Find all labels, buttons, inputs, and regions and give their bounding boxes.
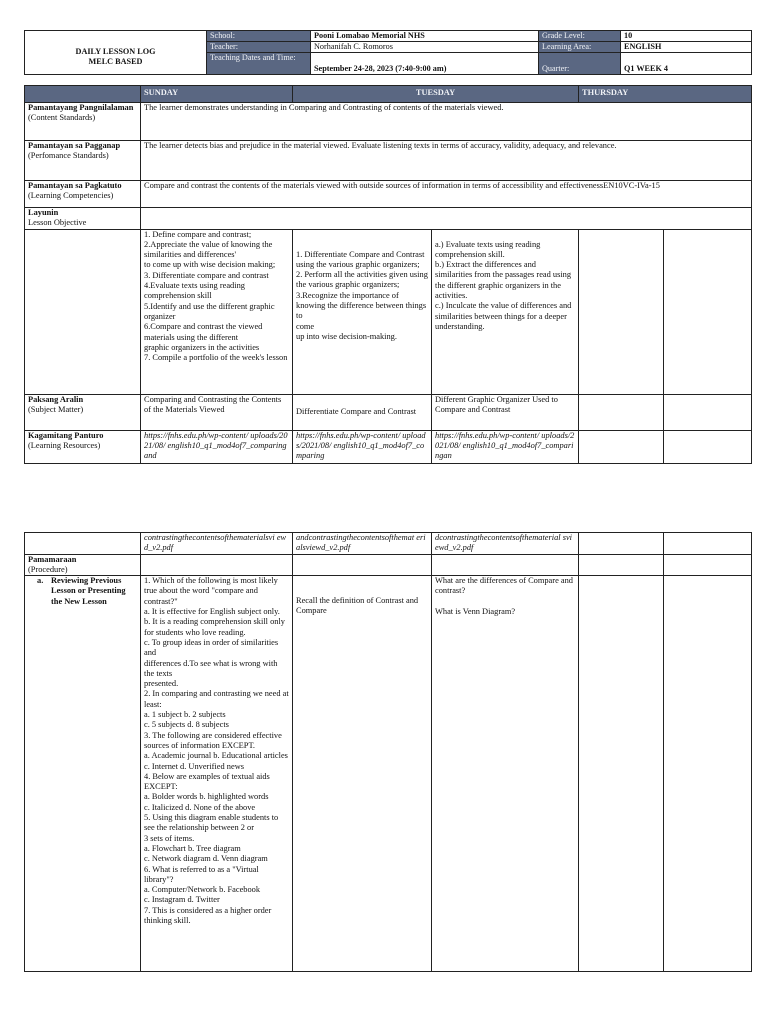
competencies-label <box>25 181 141 208</box>
resources-extra-2 <box>664 430 752 463</box>
resources-sub: (Learning Resources) <box>28 440 101 450</box>
objective-blank <box>25 229 141 394</box>
objective-label <box>25 208 141 230</box>
objective-thursday: a.) Evaluate texts using reading comprehension skill. b.) Extract the differences and similarities from the passages read using the different graphic organizers in the activities. c.) Inculcate the value of differences and similarities between things for a deeper understanding. <box>432 229 579 394</box>
subject-matter-label <box>25 394 141 430</box>
objective-sunday: 1. Define compare and contrast; 2.Appreciate the value of knowing the similarities and differences' to come up with wise decision making; 3. Differentiate compare and contrast 4.Evaluate texts using reading comprehension skill 5.Identify and use the different graphic organizer 6.Compare and contrast the viewed materials using the different graphic organizers in the activities 7. Compile a portfolio of the week's lesson <box>141 229 293 394</box>
teacher-label: Teacher: <box>207 42 311 53</box>
resources-cont-blank <box>25 533 141 555</box>
objective-header-blank <box>141 208 752 230</box>
subject-matter-extra-2 <box>664 394 752 430</box>
resources-thursday-link[interactable]: https://fnhs.edu.ph/wp-content/ uploads/2021/08/ english10_q1_mod4of7_comparingan <box>432 430 579 463</box>
subject-matter-title: Paksang Aralin <box>28 394 84 404</box>
dates-value: September 24-28, 2023 (7:40-9:00 am) <box>311 53 539 75</box>
log-title <box>25 31 207 75</box>
resources-cont-extra-2 <box>664 533 752 555</box>
area-label: Learning Area: <box>539 42 621 53</box>
header-table <box>24 30 752 75</box>
procedure-tuesday <box>293 554 432 576</box>
resources-cont-extra-1 <box>579 533 664 555</box>
objective-extra-1 <box>579 229 664 394</box>
dates-label: Teaching Dates and Time: <box>207 53 311 75</box>
reviewing-tuesday: Recall the definition of Contrast and Compare <box>293 576 432 972</box>
resources-sunday-link[interactable]: https://fnhs.edu.ph/wp-content/ uploads/2021/08/ english10_q1_mod4of7_comparingand <box>141 430 293 463</box>
procedure-sunday <box>141 554 293 576</box>
school-label: School: <box>207 31 311 42</box>
resources-sunday-link-cont[interactable]: contrastingthecontentsofthematerialsvi ewd_v2.pdf <box>141 533 293 555</box>
grade-label: Grade Level: <box>539 31 621 42</box>
objective-title: Layunin <box>28 208 59 217</box>
performance-standards-sub: (Perfomance Standards) <box>28 151 109 161</box>
area-value: ENGLISH <box>621 42 752 53</box>
lesson-table <box>24 85 752 464</box>
performance-standards-label <box>25 141 141 181</box>
resources-tuesday-link[interactable]: https://fnhs.edu.ph/wp-content/ uploads/2021/08/ english10_q1_mod4of7_comparing <box>293 430 432 463</box>
objective-sub: Lesson Objective <box>28 218 87 228</box>
reviewing-extra-2 <box>664 576 752 972</box>
reviewing-thursday: What are the differences of Compare and contrast? What is Venn Diagram? <box>432 576 579 972</box>
day-header-sunday: SUNDAY <box>141 86 293 103</box>
procedure-thursday <box>432 554 579 576</box>
performance-standards-text: The learner detects bias and prejudice in the material viewed. Evaluate listening texts in terms of accuracy, validity, adequacy, and relevance. <box>141 141 752 181</box>
quarter-value: Q1 WEEK 4 <box>621 53 752 75</box>
log-title-line1: DAILY LESSON LOG <box>75 46 156 56</box>
lesson-table-continued <box>24 532 752 972</box>
subject-matter-thursday: Different Graphic Organizer Used to Compare and Contrast <box>432 394 579 430</box>
content-standards-text: The learner demonstrates understanding in Comparing and Contrasting of contents of the materials viewed. <box>141 103 752 141</box>
objective-tuesday: 1. Differentiate Compare and Contrast using the various graphic organizers; 2. Perform all the activities given using the various graphic organizers; 3.Recognize the importance of knowing the difference between things to come up into wise decision-making. <box>293 229 432 394</box>
resources-thursday-link-cont[interactable]: dcontrastingthecontentsofthematerial sviewd_v2.pdf <box>432 533 579 555</box>
quarter-label: Quarter: <box>539 53 621 75</box>
procedure-sub: (Procedure) <box>28 564 68 574</box>
grade-value: 10 <box>621 31 752 42</box>
performance-standards-title: Pamantayan sa Pagganap <box>28 141 121 150</box>
reviewing-sunday: 1. Which of the following is most likely true about the word "compare and contrast?" a. It is effective for English subject only. b. It is a reading comprehension skill only for students who love reading. c. To group ideas in order of similarities and differences d.To see what is wrong with the texts presented. 2. In comparing and contrasting we need at least: a. 1 subject b. 2 subjects c. 5 subjects d. 8 subjects 3. The following are considered effective sources of information EXCEPT. a. Academic journal b. Educational articles c. Internet d. Unverified news 4. Below are examples of textual aids EXCEPT: a. Bolder words b. highlighted words c. Italicized d. None of the above 5. Using this diagram enable students to see the relationship between 2 or 3 sets of items. a. Flowchart b. Tree diagram c. Network diagram d. Venn diagram 6. What is referred to as a "Virtual library"? a. Computer/Network b. Facebook c. Instagram d. Twitter 7. This is considered as a higher order thinking skill. <box>141 576 293 972</box>
subject-matter-sunday: Comparing and Contrasting the Contents of the Materials Viewed <box>141 394 293 430</box>
reviewing-title: Reviewing Previous Lesson or Presenting the New Lesson <box>51 576 126 606</box>
subject-matter-sub: (Subject Matter) <box>28 404 84 414</box>
subject-matter-extra-1 <box>579 394 664 430</box>
procedure-extra-2 <box>664 554 752 576</box>
reviewing-letter: a. <box>37 576 44 586</box>
log-title-line2: MELC BASED <box>88 56 143 66</box>
school-value: Pooni Lomabao Memorial NHS <box>311 31 539 42</box>
content-standards-title: Pamantayang Pangnilalaman <box>28 103 134 112</box>
day-header-thursday: THURSDAY <box>579 86 752 103</box>
reviewing-extra-1 <box>579 576 664 972</box>
resources-title: Kagamitang Panturo <box>28 430 104 440</box>
objective-extra-2 <box>664 229 752 394</box>
day-header-blank <box>25 86 141 103</box>
content-standards-label <box>25 103 141 141</box>
subject-matter-tuesday: Differentiate Compare and Contrast <box>293 394 432 430</box>
day-header-tuesday: TUESDAY <box>293 86 579 103</box>
procedure-label <box>25 554 141 576</box>
competencies-text: Compare and contrast the contents of the materials viewed with outside sources of information in terms of accessibility and effectivenessEN10VC-IVa-15 <box>141 181 752 208</box>
resources-extra-1 <box>579 430 664 463</box>
content-standards-sub: (Content Standards) <box>28 113 96 123</box>
competencies-sub: (Learning Competencies) <box>28 191 114 201</box>
reviewing-label-wrap <box>29 576 137 607</box>
resources-tuesday-link-cont[interactable]: andcontrastingthecontentsofthemat erialsviewd_v2.pdf <box>293 533 432 555</box>
competencies-title: Pamantayan sa Pagkatuto <box>28 181 122 190</box>
resources-label <box>25 430 141 463</box>
procedure-extra-1 <box>579 554 664 576</box>
teacher-value: Norhanifah C. Romoros <box>311 42 539 53</box>
procedure-title: Pamamaraan <box>28 554 77 564</box>
reviewing-label <box>25 576 141 972</box>
